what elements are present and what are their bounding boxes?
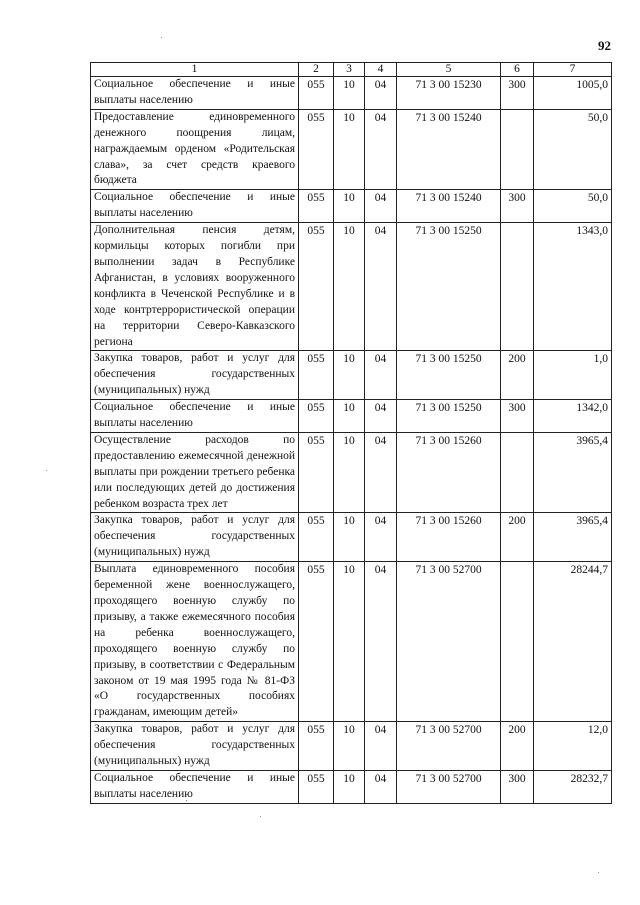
row-name-cell: Закупка товаров, работ и услуг для обеспечения государственных (муниципальных) нужд	[91, 351, 299, 400]
expense-type-cell	[501, 223, 534, 351]
column-header: 5	[397, 63, 501, 77]
subsection-cell: 04	[365, 109, 397, 190]
column-header: 1	[91, 63, 299, 77]
subsection-cell: 04	[365, 562, 397, 722]
row-name-cell: Осуществление расходов по предоставлению ежемесячной денежной выплаты при рождении третьего ребенка или последующих детей до достижения ребенком возраста трех лет	[91, 432, 299, 513]
section-cell: 10	[334, 190, 365, 223]
amount-cell: 12,0	[534, 722, 612, 771]
row-name-cell: Дополнительная пенсия детям, кормильцы которых погибли при выполнении задач в Республике Афганистан, в условиях вооруженного конфликта в Чеченской Республике и в ходе контртеррористической операции на территории Северо-Кавказского региона	[91, 223, 299, 351]
subsection-cell: 04	[365, 432, 397, 513]
section-cell: 10	[334, 432, 365, 513]
table-row	[91, 770, 612, 803]
table-row	[91, 513, 612, 562]
section-cell: 10	[334, 770, 365, 803]
section-cell: 10	[334, 400, 365, 433]
subsection-cell: 04	[365, 223, 397, 351]
expense-type-cell: 200	[501, 351, 534, 400]
subsection-cell: 04	[365, 513, 397, 562]
target-article-cell: 71 3 00 15250	[397, 351, 501, 400]
row-name-cell: Социальное обеспечение и иные выплаты населению	[91, 77, 299, 110]
expense-type-cell	[501, 109, 534, 190]
amount-cell: 28232,7	[534, 770, 612, 803]
amount-cell: 1,0	[534, 351, 612, 400]
section-cell: 10	[334, 109, 365, 190]
expense-type-cell: 300	[501, 770, 534, 803]
target-article-cell: 71 3 00 15250	[397, 223, 501, 351]
admin-code-cell: 055	[299, 351, 334, 400]
admin-code-cell: 055	[299, 562, 334, 722]
section-cell: 10	[334, 77, 365, 110]
amount-cell: 3965,4	[534, 513, 612, 562]
admin-code-cell: 055	[299, 223, 334, 351]
subsection-cell: 04	[365, 77, 397, 110]
row-name-cell: Закупка товаров, работ и услуг для обеспечения государственных (муниципальных) нужд	[91, 722, 299, 771]
admin-code-cell: 055	[299, 190, 334, 223]
scan-speck	[598, 872, 599, 873]
expense-type-cell	[501, 432, 534, 513]
expense-type-cell: 300	[501, 190, 534, 223]
table-row	[91, 351, 612, 400]
row-name-cell: Предоставление единовременного денежного поощрения лицам, награждаемым орденом «Родительская слава», за счет средств краевого бюджета	[91, 109, 299, 190]
expense-type-cell: 200	[501, 513, 534, 562]
target-article-cell: 71 3 00 15230	[397, 77, 501, 110]
page-number: 92	[598, 38, 611, 53]
section-cell: 10	[334, 722, 365, 771]
target-article-cell: 71 3 00 15240	[397, 190, 501, 223]
row-name-cell: Социальное обеспечение и иные выплаты населению	[91, 400, 299, 433]
section-cell: 10	[334, 351, 365, 400]
table-row	[91, 432, 612, 513]
row-name-cell: Социальное обеспечение и иные выплаты населению	[91, 770, 299, 803]
scan-speck	[46, 470, 47, 471]
column-header: 3	[334, 63, 365, 77]
table-row	[91, 223, 612, 351]
amount-cell: 3965,4	[534, 432, 612, 513]
section-cell: 10	[334, 562, 365, 722]
scan-speck	[260, 816, 261, 817]
table-row	[91, 190, 612, 223]
admin-code-cell: 055	[299, 109, 334, 190]
column-header: 7	[534, 63, 612, 77]
expense-type-cell: 200	[501, 722, 534, 771]
subsection-cell: 04	[365, 400, 397, 433]
target-article-cell: 71 3 00 15240	[397, 109, 501, 190]
row-name-cell: Социальное обеспечение и иные выплаты населению	[91, 190, 299, 223]
target-article-cell: 71 3 00 52700	[397, 562, 501, 722]
amount-cell: 1005,0	[534, 77, 612, 110]
amount-cell: 50,0	[534, 109, 612, 190]
table-header-row	[91, 63, 612, 77]
budget-table	[90, 62, 612, 804]
table-row	[91, 562, 612, 722]
target-article-cell: 71 3 00 52700	[397, 722, 501, 771]
row-name-cell: Закупка товаров, работ и услуг для обеспечения государственных (муниципальных) нужд	[91, 513, 299, 562]
scan-speck	[186, 800, 187, 801]
table-row	[91, 109, 612, 190]
target-article-cell: 71 3 00 52700	[397, 770, 501, 803]
subsection-cell: 04	[365, 190, 397, 223]
target-article-cell: 71 3 00 15260	[397, 432, 501, 513]
admin-code-cell: 055	[299, 432, 334, 513]
amount-cell: 28244,7	[534, 562, 612, 722]
amount-cell: 50,0	[534, 190, 612, 223]
subsection-cell: 04	[365, 351, 397, 400]
table-row	[91, 722, 612, 771]
expense-type-cell: 300	[501, 400, 534, 433]
subsection-cell: 04	[365, 770, 397, 803]
admin-code-cell: 055	[299, 770, 334, 803]
column-header: 6	[501, 63, 534, 77]
admin-code-cell: 055	[299, 400, 334, 433]
subsection-cell: 04	[365, 722, 397, 771]
target-article-cell: 71 3 00 15250	[397, 400, 501, 433]
column-header: 4	[365, 63, 397, 77]
admin-code-cell: 055	[299, 722, 334, 771]
amount-cell: 1342,0	[534, 400, 612, 433]
column-header: 2	[299, 63, 334, 77]
expense-type-cell: 300	[501, 77, 534, 110]
target-article-cell: 71 3 00 15260	[397, 513, 501, 562]
amount-cell: 1343,0	[534, 223, 612, 351]
admin-code-cell: 055	[299, 77, 334, 110]
scan-speck	[161, 37, 162, 38]
table-row	[91, 77, 612, 110]
section-cell: 10	[334, 223, 365, 351]
section-cell: 10	[334, 513, 365, 562]
table-row	[91, 400, 612, 433]
expense-type-cell	[501, 562, 534, 722]
row-name-cell: Выплата единовременного пособия беременной жене военнослужащего, проходящего военную службу по призыву, а также ежемесячного пособия на ребенка военнослужащего, проходящего военную службу по призыву, в соответствии с Федеральным законом от 19 мая 1995 года № 81-ФЗ «О государственных пособиях гражданам, имеющим детей»	[91, 562, 299, 722]
admin-code-cell: 055	[299, 513, 334, 562]
